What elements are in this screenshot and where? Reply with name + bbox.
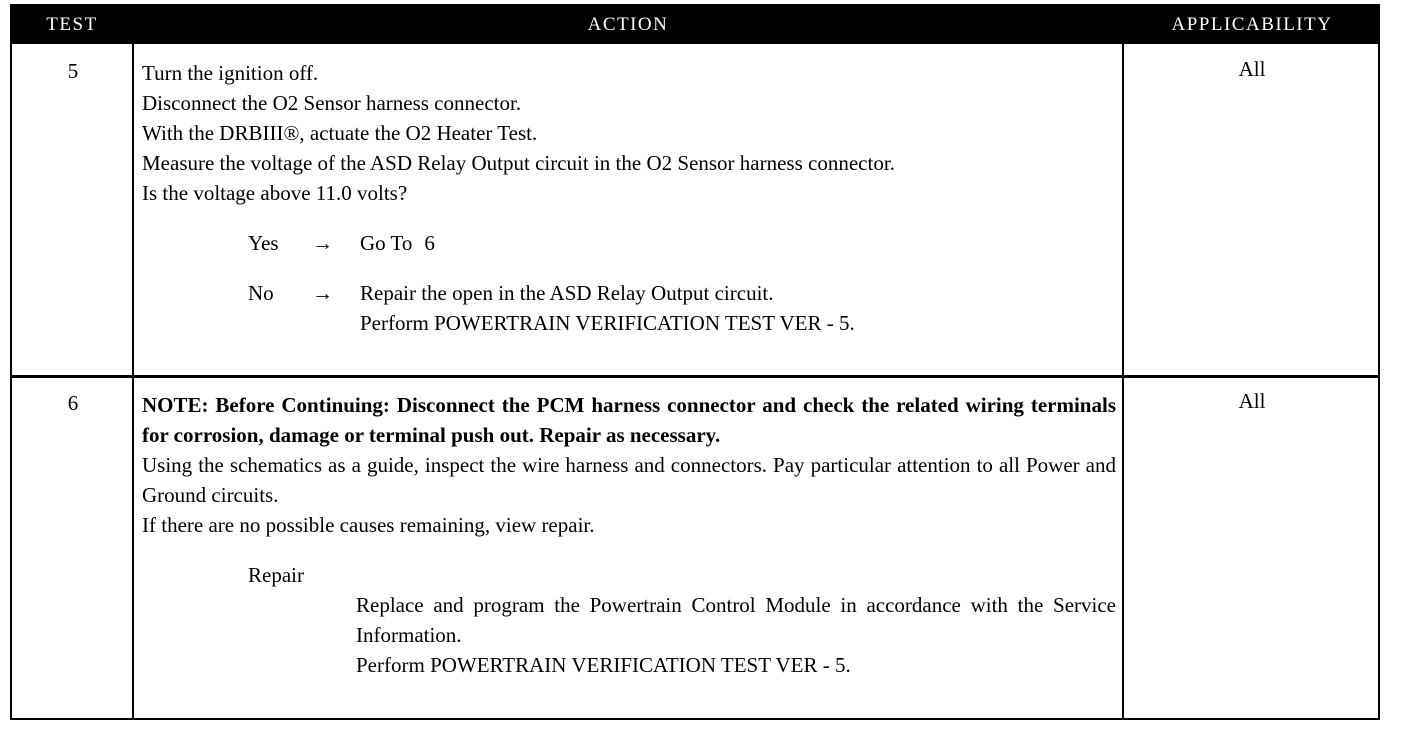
action-line: With the DRBIII®, actuate the O2 Heater Test. [142,121,538,145]
applicability-5: All [1238,57,1266,81]
yes-branch [142,228,1116,258]
no-label: No [248,281,274,305]
view-repair-text: If there are no possible causes remaining, view repair. [142,513,595,537]
test-number-6: 6 [67,391,79,415]
column-divider [132,44,134,718]
yes-label: Yes [248,231,279,255]
note-text: NOTE: Before Continuing: Disconnect the PCM harness connector and check the related wiring terminals for corrosion, damage or terminal push out. Repair as necessary. [142,393,1116,447]
goto-test-link[interactable]: 6 [424,231,435,255]
action-line: Is the voltage above 11.0 volts? [142,181,408,205]
test-number-5: 5 [67,59,79,83]
yes-result [360,228,435,258]
action-cell-6 [142,390,1116,680]
diagnostic-test-table [10,4,1380,720]
repair-label: Repair [248,563,304,587]
action-cell-5 [142,58,1116,338]
header-action: ACTION [587,14,669,35]
action-line: Disconnect the O2 Sensor harness connector. [142,91,522,115]
header-test: TEST [46,14,98,35]
no-result-verify: Perform POWERTRAIN VERIFICATION TEST VER - 5. [360,311,855,335]
row-divider [12,375,1378,378]
no-result: Repair the open in the ASD Relay Output circuit. [360,281,774,305]
table-header [12,6,1378,44]
inspection-text: Using the schematics as a guide, inspect the wire harness and connectors. Pay particular attention to all Power and Ground circuits. [142,453,1116,507]
goto-label: Go To [360,231,413,255]
repair-verify: Perform POWERTRAIN VERIFICATION TEST VER - 5. [356,653,851,677]
arrow-icon: → [312,231,333,255]
repair-instruction: Replace and program the Powertrain Control Module in accordance with the Service Information. [356,593,1116,647]
arrow-icon: → [312,281,333,305]
applicability-6: All [1238,389,1266,413]
column-divider [1122,44,1124,718]
action-line: Turn the ignition off. [142,61,319,85]
no-branch-cont [142,308,1116,338]
no-branch [142,278,1116,308]
header-applicability: APPLICABILITY [1171,14,1333,35]
action-line: Measure the voltage of the ASD Relay Output circuit in the O2 Sensor harness connector. [142,151,895,175]
